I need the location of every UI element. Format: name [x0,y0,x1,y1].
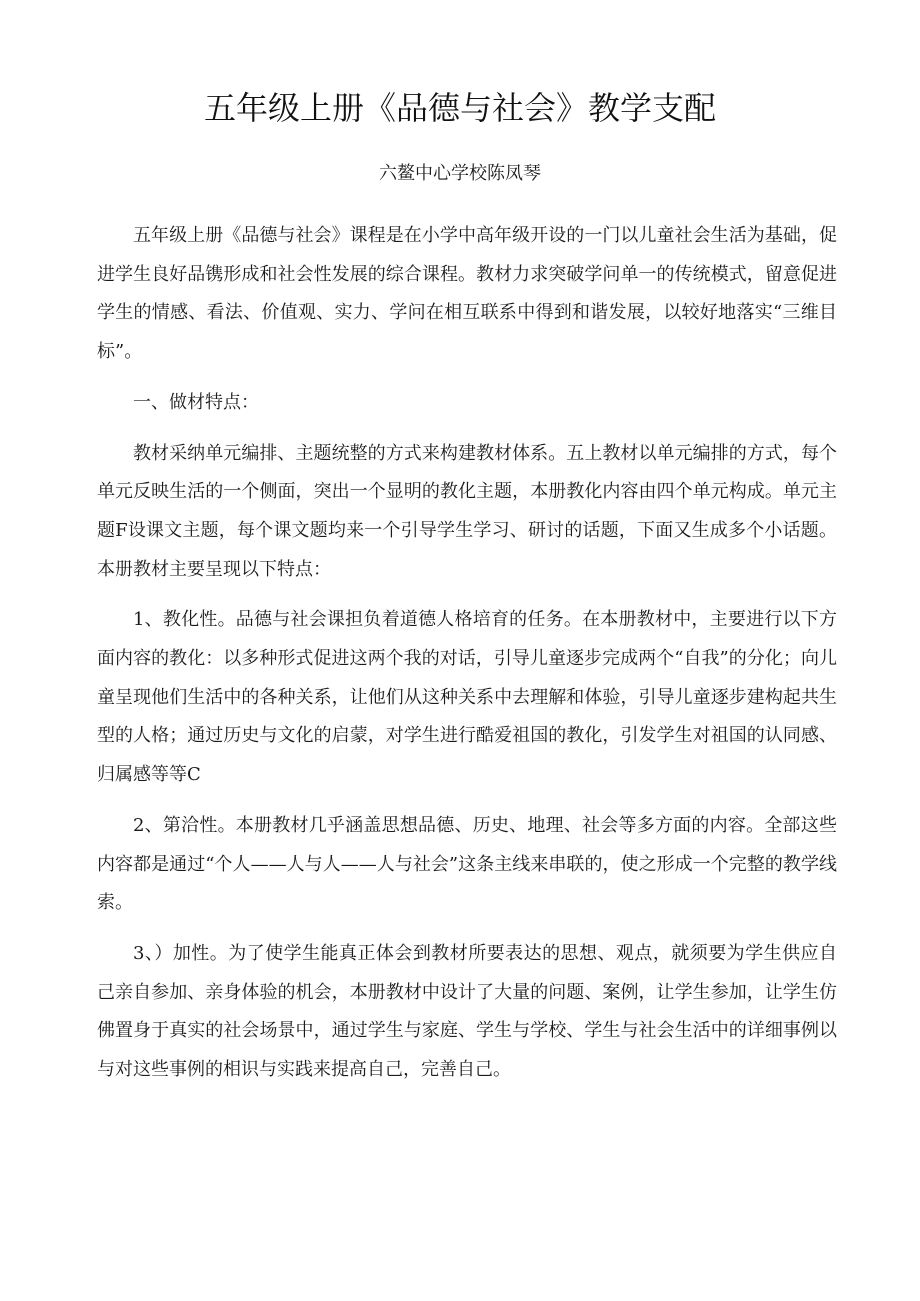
paragraph-structure: 教材采纳单元编排、主题统整的方式来构建教材体系。五上教材以单元编排的方式，每个单元反映生活的一个侧面，突出一个显明的教化主题，本册教化内容由四个单元构成。单元主题F设课文主题，每个课文题均来一个引导学生学习、研讨的话题，下面又生成多个小话题。本册教材主要呈现以下特点： [97,442,837,580]
paragraph-point-2: 2、第洽性。本册教材几乎涵盖思想品德、历史、地理、社会等多方面的内容。全部这些内容都是通过“个人——人与人——人与社会”这条主线来串联的，使之形成一个完整的教学线索。 [97,814,837,914]
paragraph-point-3: 3、）加性。为了使学生能真正体会到教材所要表达的思想、观点，就须要为学生供应自己亲自参加、亲身体验的机会，本册教材中设计了大量的问题、案例，让学生参加，让学生仿佛置身于真实的社会场景中，通过学生与家庭、学生与学校、学生与社会生活中的详细事例以与对这些事例的相识与实践来提高自己，完善自己。 [97,942,837,1081]
paragraph-intro: 五年级上册《品德与社会》课程是在小学中高年级开设的一门以儿童社会生活为基础，促进学生良好品镌形成和社会性发展的综合课程。教材力求突破学问单一的传统模式，留意促进学生的情感、看法、价值观、实力、学问在相互联系中得到和谐发展，以较好地落实“三维目标”。 [97,225,837,363]
document-author: 六鳌中心学校陈凤琴 [379,163,541,184]
document-title: 五年级上册《品德与社会》教学支配 [203,89,716,127]
section-heading: 一、做材特点： [133,391,259,413]
paragraph-point-1: 1、教化性。品德与社会课担负着道德人格培育的任务。在本册教材中，主要进行以下方面内容的教化：以多种形式促进这两个我的对话，引导儿童逐步完成两个“自我”的分化；向儿童呈现他们生活中的各种关系，让他们从这种关系中去理解和体验，引导儿童逐步建构起共生型的人格；通过历史与文化的启蒙，对学生进行酷爱祖国的教化，引发学生对祖国的认同感、归属感等等C [97,609,837,786]
document-body [97,217,837,1102]
